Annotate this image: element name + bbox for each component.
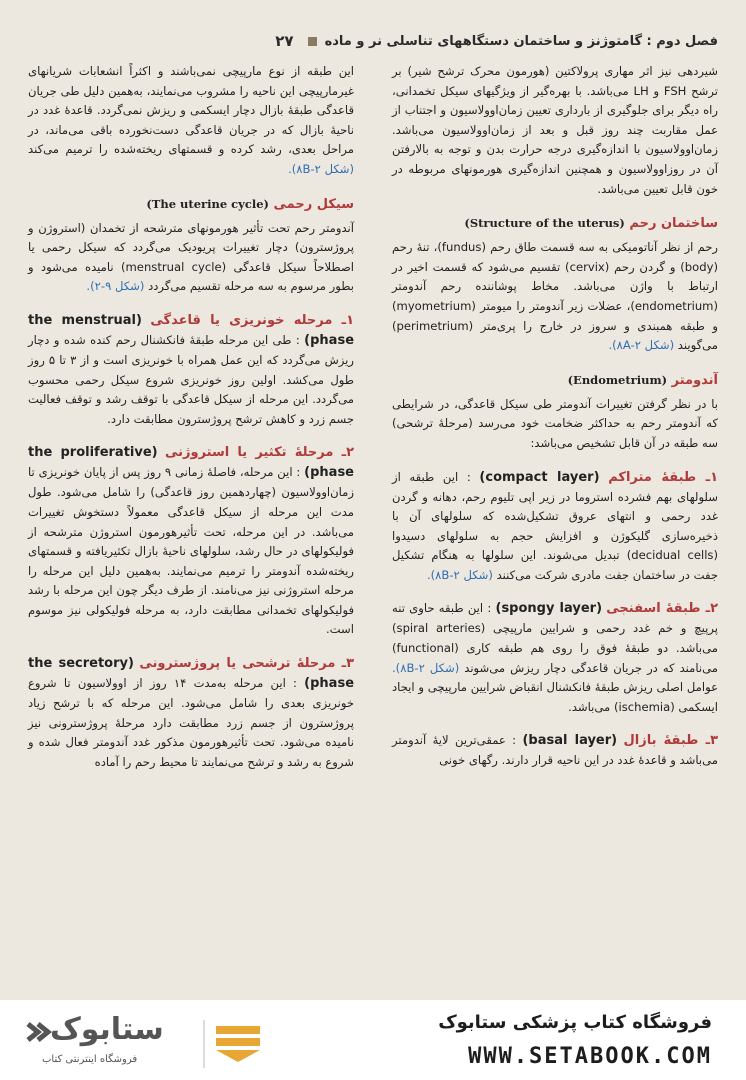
subheading-compact: ۱ـ طبقهٔ متراکم xyxy=(608,469,718,485)
figure-reference: (شکل ۹-۲). xyxy=(86,279,145,294)
heading-text: آندومتر xyxy=(671,372,718,388)
subheading-spongy: ۲ـ طبقهٔ اسفنجی xyxy=(606,601,718,617)
paragraph-text: : این طبقه از سلولهای بهم فشرده استروما در زیر اپی تلیوم رحم، دهانه و گردن غدد رحمی و انتهای عروق تشکیل‌شده که سلولهای آن با ذخیره‌سازی گلیکوژن و افزایش حجم به سلولهای دسیدوا (decidual cells) تبدیل می‌شوند. این سلولها به هنگام تشکیل جفت در ساختمان جفت مادری شرکت می‌کنند xyxy=(392,469,719,582)
heading-english: (Endometrium) xyxy=(567,372,668,387)
subheading-english: (the proliferative phase) xyxy=(28,445,354,481)
heading-endometrium xyxy=(392,370,718,391)
logo-subtitle: فروشگاه اینترنتی کتاب xyxy=(42,1054,138,1065)
left-column xyxy=(28,62,354,786)
paragraph-text: عوامل اصلی ریزش طبقهٔ فانکشنال انقباض شرایین مارپیچی و ایجاد ایسکمی (ischemia) می‌باشد. xyxy=(392,680,718,714)
figure-reference: (شکل ۸B-۲). xyxy=(288,161,354,176)
figure-reference: (شکل ۸A-۲). xyxy=(608,338,675,353)
page-number: ۲۷ xyxy=(275,32,294,50)
store-url[interactable]: WWW.SETABOOK.COM xyxy=(468,1044,712,1069)
subheading-english: (compact layer) xyxy=(479,469,600,485)
heading-english: (The uterine cycle) xyxy=(146,196,269,211)
subheading-secretory: ۳ـ مرحلهٔ ترشحی یا پروژسترونی xyxy=(139,656,354,672)
cycle-paragraph xyxy=(28,219,354,297)
subheading-english: (the menstrual phase) xyxy=(28,312,355,348)
subheading-proliferative: ۲ـ مرحلهٔ تکثیر یا استروژنی xyxy=(164,445,354,461)
endometrium-paragraph: با در نظر گرفتن تغییرات آندومتر طی سیکل قاعدگی، در شرایطی که آندومتر رحم به حداکثر ضخامت خود می‌رسد (مرحلهٔ ترشحی) سه طبقه در آن قابل تشخیص می‌باشد: xyxy=(392,396,718,450)
uterus-paragraph xyxy=(392,238,718,356)
heading-uterine-cycle xyxy=(28,194,354,215)
secretory-phase-paragraph xyxy=(28,654,354,772)
bullet-square-icon xyxy=(308,37,317,46)
store-footer-banner xyxy=(0,1000,746,1080)
subheading-menstrual: ۱ـ مرحله خونریزی یا قاعدگی xyxy=(150,312,355,328)
paragraph-text: رحم از نظر آناتومیکی به سه قسمت طاق رحم (fundus)، تنهٔ رحم (body) و گردن رحم (cervix) تقسیم می‌شود که قسمت اخیر در ارتباط با واژن می‌باشد. مخاط پوشاننده رحم آندومتر (endometrium)، عضلات زیر آندومتر را میومتر (myometrium) و طبقه همبندی و سروز در خارج را پری‌متر (perimetrium) می‌گویند xyxy=(392,240,719,353)
figure-reference: (شکل ۸B-۲). xyxy=(426,567,493,582)
setabook-logo xyxy=(20,1010,270,1074)
right-column xyxy=(392,62,718,785)
heading-structure-uterus xyxy=(392,213,718,234)
subheading-english: (spongy layer) xyxy=(495,601,603,617)
figure-reference: (شکل ۸B-۲). xyxy=(392,660,460,675)
paragraph-text: : این طبقه حاوی تنه پرپیچ و خم غدد رحمی و شرایین مارپیچی (spiral arteries) می‌باشد. دو طبقهٔ فوق را روی هم طبقه کاری (functional) می‌نامند که در جریان قاعدگی دچار ریزش می‌شوند xyxy=(392,601,719,675)
page-header xyxy=(28,28,718,54)
paragraph-text: : این مرحله، فاصلهٔ زمانی ۹ روز پس از پایان خونریزی تا زمان‌اوولاسیون (چهاردهمین روز قاعدگی) را شامل می‌شود. طول مدت این مرحله از سیکل قاعدگی معمولاً دستخوش تغییرات می‌باشد. در این مرحله، تحت تأثیرهورمون استروژن مترشحه از فولیکولهای در حال رشد، سلولهای ناحیهٔ بازال تکثیریافته و قسمتهای ریخته‌شده آندومتر را ترمیم می‌نمایند. به‌همین دلیل این مرحله را مرحله استروژنی نیز می‌نامند. از طرف دیگر چون این مرحله با رشد فولیکولهای تخمدانی مطابقت دارد، به مرحله فولیکولی نیز موسوم است. xyxy=(28,465,354,637)
subheading-basal: ۳ـ طبقهٔ بازال xyxy=(623,733,718,749)
proliferative-phase-paragraph xyxy=(28,443,354,640)
store-name: فروشگاه کتاب پزشکی ستابوک xyxy=(438,1012,712,1033)
menstrual-phase-paragraph xyxy=(28,311,354,429)
spongy-layer-paragraph xyxy=(392,599,718,717)
paragraph-text: : عمقی‌ترین لایهٔ آندومتر می‌باشد و قاعدهٔ غدد در این ناحیه قرار دارند. رگهای خونی xyxy=(392,733,718,768)
paragraph-text: : این مرحله به‌مدت ۱۴ روز از اوولاسیون تا شروع خونریزی بعدی را شامل می‌شود. این مرحله که با ترشح زیاد پروژسترون از جسم زرد مطابقت دارد مرحلهٔ پروژسترونی نیز نامیده می‌شود. تحت تأثیرهورمون مذکور غدد آندومتر فعال شده و شروع به رشد و ترشح می‌نمایند تا محیط رحم را آماده xyxy=(28,676,354,769)
paragraph-text: آندومتر رحم تحت تأثیر هورمونهای مترشحه از تخمدان (استروژن و پروژسترون) دچار تغییرات پریودیک می‌گردد که سیکل رحمی یا اصطلاحاً سیکل قاعدگی (menstrual cycle) نامیده می‌شود و بطور مرسوم به سه مرحله تقسیم می‌گردد xyxy=(28,220,355,294)
left-intro-paragraph xyxy=(28,62,354,180)
heading-text: سیکل رحمی xyxy=(273,196,354,212)
chapter-title: فصل دوم : گامتوژنز و ساختمان دستگاههای تناسلی نر و ماده xyxy=(324,33,718,49)
paragraph-text: این طبقه از نوع مارپیچی نمی‌باشند و اکثراً انشعابات شریانهای غیرمارپیچی این ناحیه را مشروب می‌نمایند، به‌همین دلیل طی جریان قاعدگی طبقهٔ بازال دچار ایسکمی و ریزش نمی‌گردد. قاعدهٔ غدد در ناحیهٔ بازال که در جریان قاعدگی دست‌نخورده باقی می‌ماند، در مراحل بعدی، رشد کرده و قسمتهای ریخته‌شده را ترمیم می‌کند xyxy=(28,64,354,157)
logo-brand: ستابوک xyxy=(50,1012,164,1047)
heading-english: (Structure of the uterus) xyxy=(464,216,625,231)
subheading-english: (the secretory phase) xyxy=(28,656,355,692)
compact-layer-paragraph xyxy=(392,468,718,586)
basal-layer-paragraph xyxy=(392,731,718,771)
heading-text: ساختمان رحم xyxy=(629,216,718,232)
paragraph-text: : طی این مرحله طبقهٔ فانکشنال رحم کنده شده و دچار ریزش می‌گردد که این عمل همراه با خونریزی است و از ۳ تا ۵ روز طول می‌کشد. اولین روز خونریزی شروع سیکل رحمی محسوب می‌گردد. این مرحله از سیکل قاعدگی با توقف رشد و توقف فعالیت جسم زرد و کاهش ترشح پروژسترون مطابقت دارد. xyxy=(28,332,354,426)
subheading-english: (basal layer) xyxy=(522,733,618,749)
intro-paragraph: شیردهی نیز اثر مهاری پرولاکتین (هورمون محرک ترشح شیر) بر ترشح FSH و LH می‌باشد. با بهره‌گیر از ویژگیهای سیکل تخمدانی، راه دیگر برای جلوگیری از بارداری تعیین زمان‌اوولاسیون و اجتناب از عمل مقاربت چند روز قبل و بعد از زمان‌اوولاسیون می‌باشد. زمان‌اوولاسیون با اندازه‌گیری درجه حرارت بدن و توجه به بالارفتن آن در روزاوولاسیون و همچنین اندازه‌گیری هورمونهای مربوطه در خون قابل تعیین می‌باشد. xyxy=(392,64,719,196)
